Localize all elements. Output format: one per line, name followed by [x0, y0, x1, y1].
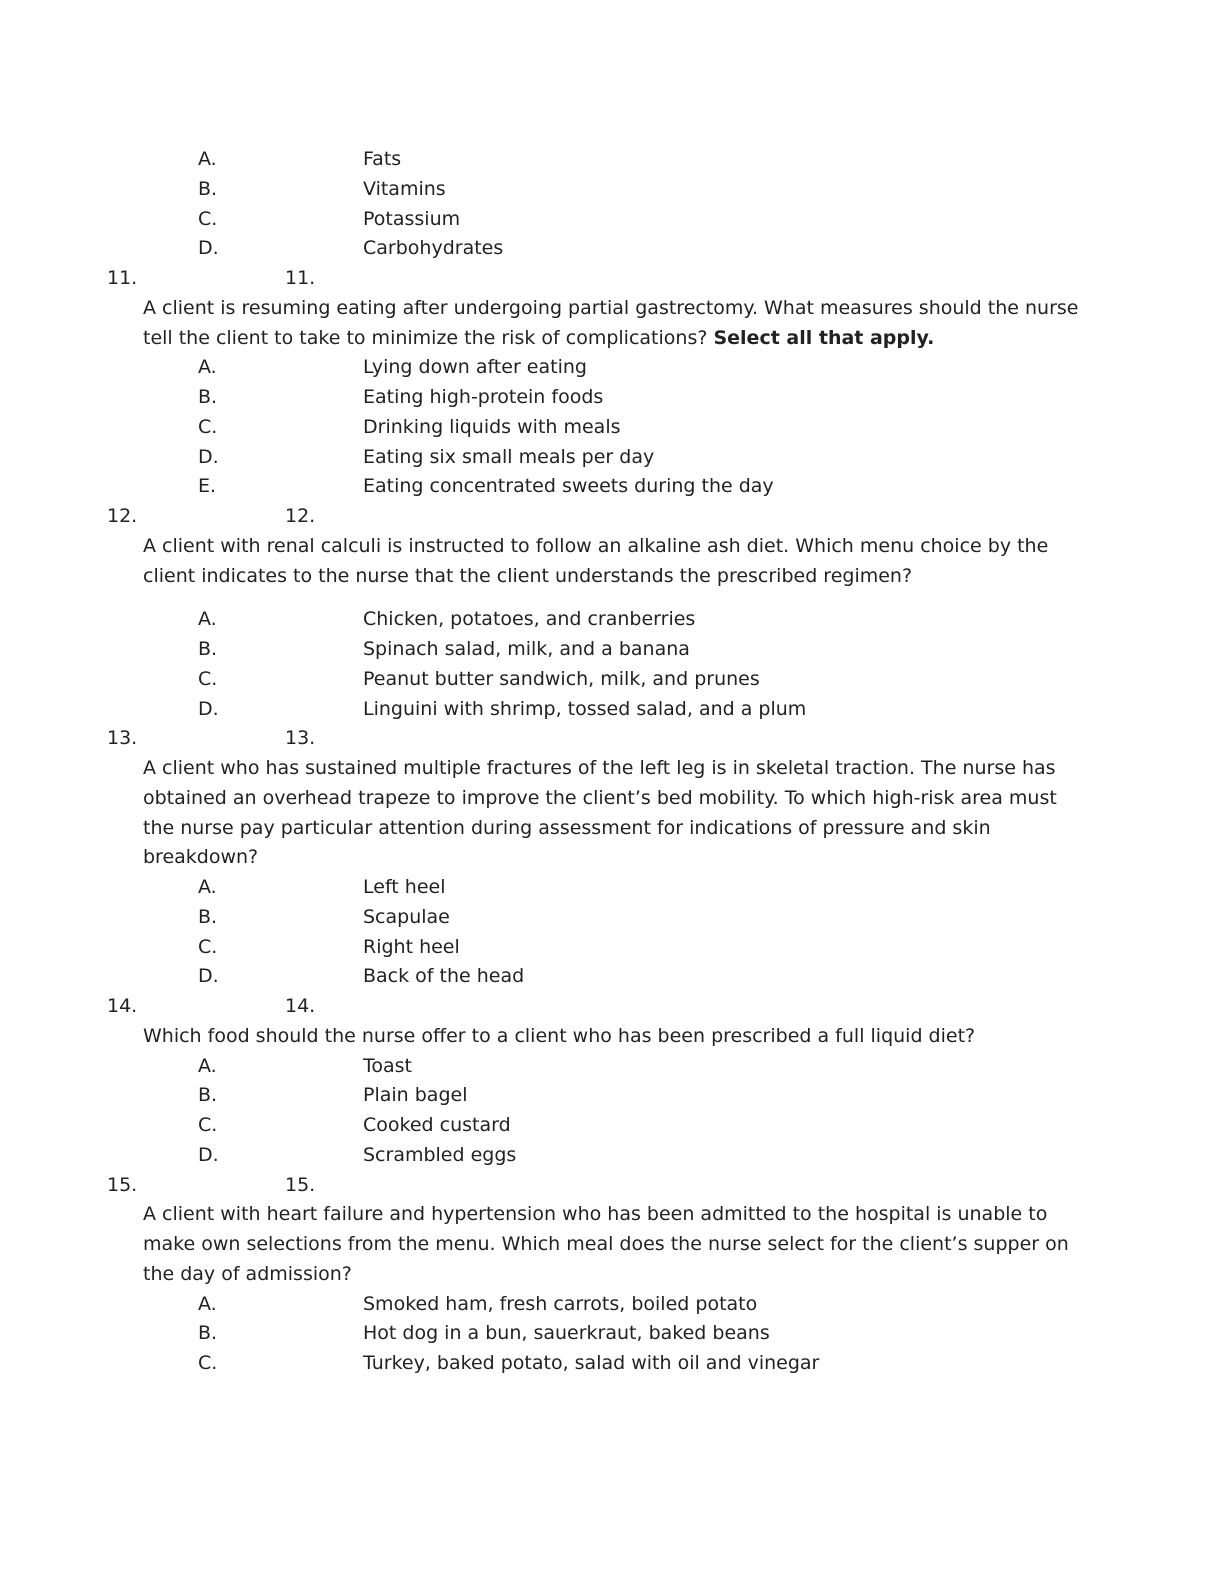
question-block	[0, 264, 1224, 502]
document-page	[0, 145, 1224, 1379]
answer-option	[0, 1141, 1224, 1171]
answer-option	[0, 1111, 1224, 1141]
option-letter: D.	[198, 965, 219, 988]
option-letter: A.	[198, 876, 217, 898]
option-letter: C.	[198, 1352, 218, 1374]
option-text: Plain bagel	[363, 1084, 468, 1107]
question-number: 13.	[107, 727, 138, 750]
option-letter: A.	[198, 356, 217, 379]
option-letter: C.	[198, 207, 218, 230]
answer-option	[0, 1081, 1224, 1111]
question-number: 12.	[107, 505, 138, 527]
question-text	[143, 754, 1083, 873]
option-text: Back of the head	[363, 965, 525, 988]
question-block	[0, 992, 1224, 1171]
question-block	[0, 502, 1224, 724]
option-text: Lying down after eating	[363, 356, 587, 379]
option-text: Spinach salad, milk, and a banana	[363, 638, 690, 660]
question-text	[143, 1022, 1083, 1052]
option-text: Turkey, baked potato, salad with oil and vinegar	[363, 1352, 820, 1374]
question-stem: A client who has sustained multiple fractures of the left leg is in skeletal traction. The nurse has obtained an overhead trapeze to improve the client’s bed mobility. To which high-risk area must the nurse pay particular attention during assessment for indications of pressure and skin breakdown?	[143, 757, 1057, 869]
option-text: Left heel	[363, 876, 446, 898]
option-letter: C.	[198, 935, 218, 958]
question-block	[0, 724, 1224, 992]
question-number-repeat: 13.	[285, 727, 316, 750]
option-letter: C.	[198, 667, 218, 690]
question-stem: A client with heart failure and hypertension who has been admitted to the hospital is unable to make own selections from the menu. Which meal does the nurse select for the client’s supper on the day of admission?	[143, 1203, 1069, 1285]
question-number-line	[0, 724, 1224, 754]
option-text: Hot dog in a bun, sauerkraut, baked beans	[363, 1322, 770, 1345]
answer-option	[0, 1319, 1224, 1349]
question-number-line	[0, 1171, 1224, 1201]
option-text: Scapulae	[363, 905, 450, 928]
option-text: Toast	[363, 1054, 412, 1077]
answer-option	[0, 413, 1224, 443]
answer-option	[0, 205, 1224, 235]
option-letter: D.	[198, 697, 219, 720]
question-number-line	[0, 264, 1224, 294]
option-letter: B.	[198, 1322, 218, 1345]
option-letter: A.	[198, 1292, 217, 1315]
answer-option	[0, 635, 1224, 665]
option-letter: D.	[198, 237, 219, 260]
question-number-line	[0, 992, 1224, 1022]
question-number-repeat: 12.	[285, 505, 316, 527]
question-number: 15.	[107, 1173, 138, 1196]
option-text: Eating high-protein foods	[363, 386, 604, 408]
answer-option	[0, 472, 1224, 502]
answer-option	[0, 605, 1224, 635]
answer-option	[0, 443, 1224, 473]
option-text: Linguini with shrimp, tossed salad, and a plum	[363, 697, 807, 720]
option-text: Eating concentrated sweets during the day	[363, 475, 774, 498]
answer-option	[0, 1052, 1224, 1082]
option-letter: A.	[198, 608, 217, 631]
answer-option	[0, 695, 1224, 725]
option-letter: A.	[198, 148, 217, 170]
answer-option	[0, 665, 1224, 695]
question-stem: A client is resuming eating after undergoing partial gastrectomy. What measures should the nurse tell the client to take to minimize the risk of complications?	[143, 296, 1079, 349]
option-letter: B.	[198, 1084, 218, 1107]
option-letter: C.	[198, 415, 218, 438]
option-text: Peanut butter sandwich, milk, and prunes	[363, 667, 760, 690]
option-text: Carbohydrates	[363, 237, 504, 260]
option-text: Smoked ham, fresh carrots, boiled potato	[363, 1292, 758, 1315]
answer-option	[0, 383, 1224, 413]
question-number-line	[0, 502, 1224, 532]
option-text: Cooked custard	[363, 1114, 511, 1136]
question-stem: Which food should the nurse offer to a client who has been prescribed a full liquid diet?	[143, 1024, 976, 1047]
question-stem: A client with renal calculi is instructed to follow an alkaline ash diet. Which menu choice by the client indicates to the nurse that the client understands the prescribed regimen?	[143, 534, 1049, 587]
option-letter: A.	[198, 1054, 217, 1077]
option-text: Vitamins	[363, 177, 446, 200]
question-text	[143, 294, 1083, 354]
option-text: Scrambled eggs	[363, 1143, 517, 1166]
option-text: Chicken, potatoes, and cranberries	[363, 608, 696, 631]
option-letter: D.	[198, 445, 219, 468]
answer-option	[0, 145, 1224, 175]
option-letter: B.	[198, 638, 218, 660]
answer-option	[0, 234, 1224, 264]
option-letter: B.	[198, 386, 218, 408]
answer-option	[0, 873, 1224, 903]
question-number-repeat: 11.	[285, 267, 316, 289]
question-block	[0, 1171, 1224, 1379]
answer-option	[0, 933, 1224, 963]
option-letter: E.	[198, 475, 217, 498]
option-text: Fats	[363, 148, 402, 170]
answer-option	[0, 175, 1224, 205]
option-text: Right heel	[363, 935, 460, 958]
answer-option	[0, 962, 1224, 992]
answer-option	[0, 1349, 1224, 1379]
answer-option	[0, 903, 1224, 933]
option-text: Potassium	[363, 207, 461, 230]
option-text: Eating six small meals per day	[363, 445, 655, 468]
question-emphasis: Select all that apply.	[713, 326, 935, 349]
option-letter: D.	[198, 1143, 219, 1166]
option-letter: B.	[198, 177, 218, 200]
answer-option	[0, 1290, 1224, 1320]
option-letter: C.	[198, 1114, 218, 1136]
option-letter: B.	[198, 905, 218, 928]
question-number-repeat: 14.	[285, 995, 316, 1017]
option-text: Drinking liquids with meals	[363, 415, 621, 438]
question-text	[143, 1200, 1083, 1289]
question-number: 11.	[107, 267, 138, 289]
question-number: 14.	[107, 995, 138, 1017]
spacer	[0, 591, 1224, 605]
question-number-repeat: 15.	[285, 1173, 316, 1196]
question-text	[143, 532, 1083, 592]
answer-option	[0, 353, 1224, 383]
